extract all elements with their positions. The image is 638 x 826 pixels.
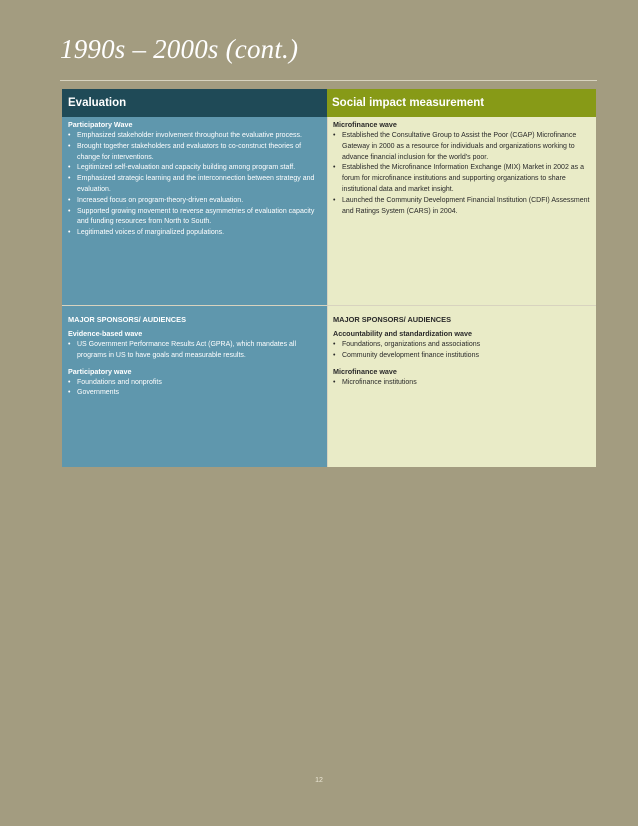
bullet-list bbox=[68, 131, 321, 239]
table-header-row bbox=[62, 89, 596, 117]
cell-social-impact-microfinance bbox=[327, 117, 596, 305]
list-item: • Foundations and nonprofits bbox=[68, 378, 321, 389]
cell-heading: Evidence-based wave bbox=[68, 329, 143, 338]
comparison-table bbox=[62, 89, 596, 467]
table-row bbox=[62, 117, 596, 305]
bullet-list bbox=[68, 340, 321, 362]
list-item: • Legitimized self-evaluation and capacity building among program staff. bbox=[68, 163, 321, 174]
list-item: • Launched the Community Development Financial Institution (CDFI) Assessment and Ratings System (CARS) in 2004. bbox=[333, 196, 590, 218]
page-number: 12 bbox=[315, 777, 323, 784]
sponsors-caption: MAJOR SPONSORS/ AUDIENCES bbox=[68, 315, 186, 324]
list-item: • Emphasized strategic learning and the interconnection between strategy and evaluation. bbox=[68, 174, 321, 196]
list-item: • Emphasized stakeholder involvement throughout the evaluative process. bbox=[68, 131, 321, 142]
cell-heading: Microfinance wave bbox=[333, 366, 397, 376]
cell-evaluation-participatory bbox=[62, 117, 327, 305]
header-social-impact: Social impact measurement bbox=[327, 89, 596, 117]
cell-heading: Microfinance wave bbox=[333, 120, 397, 129]
list-item: • Established the Consultative Group to Assist the Poor (CGAP) Microfinance Gateway in 2000 as a resource for individuals and organizations working to advance financial inclusion for the world’s poor. bbox=[333, 131, 590, 163]
bullet-list bbox=[333, 378, 590, 389]
title-divider bbox=[60, 80, 597, 81]
list-item: • Brought together stakeholders and evaluators to co-construct theories of change for interventions. bbox=[68, 142, 321, 164]
list-item: • Established the Microfinance Information Exchange (MIX) Market in 2002 as a forum for microfinance institutions and supporting organizations to share institutional data and market insight. bbox=[333, 163, 590, 195]
header-evaluation: Evaluation bbox=[62, 89, 327, 117]
bullet-list bbox=[333, 131, 590, 217]
table-row bbox=[62, 305, 596, 467]
cell-evaluation-sponsors bbox=[62, 306, 327, 467]
list-item: • Foundations, organizations and associations bbox=[333, 340, 590, 351]
cell-heading: Participatory Wave bbox=[68, 120, 133, 129]
list-item: • Community development finance institutions bbox=[333, 351, 590, 362]
bullet-list bbox=[68, 378, 321, 400]
list-item: • Increased focus on program-theory-driven evaluation. bbox=[68, 196, 321, 207]
list-item: • US Government Performance Results Act (GPRA), which mandates all programs in US to have goals and measurable results. bbox=[68, 340, 321, 362]
bullet-list bbox=[333, 340, 590, 362]
cell-heading: Participatory wave bbox=[68, 366, 132, 376]
list-item: • Microfinance institutions bbox=[333, 378, 590, 389]
list-item: • Governments bbox=[68, 388, 321, 399]
sponsors-caption: MAJOR SPONSORS/ AUDIENCES bbox=[333, 315, 451, 324]
list-item: • Supported growing movement to reverse asymmetries of evaluation capacity and funding resources from North to South. bbox=[68, 207, 321, 229]
cell-social-impact-sponsors bbox=[327, 306, 596, 467]
list-item: • Legitimated voices of marginalized populations. bbox=[68, 228, 321, 239]
cell-heading: Accountability and standardization wave bbox=[333, 329, 472, 338]
page-title: 1990s – 2000s (cont.) bbox=[60, 34, 299, 64]
